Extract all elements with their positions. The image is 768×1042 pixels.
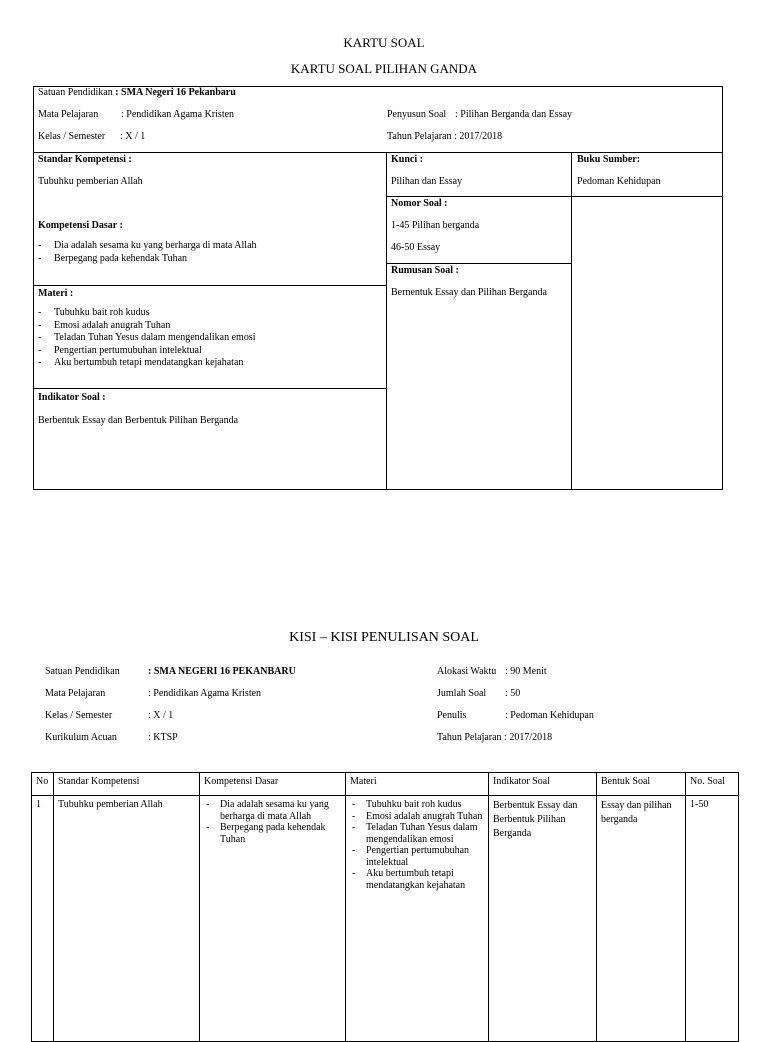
col-header-kd: Kompetensi Dasar [200,773,346,796]
kartu-nomor-2: 46-50 Essay [391,242,441,253]
kisi-title: KISI – KISI PENULISAN SOAL [289,630,479,645]
kisi-kurikulum-label: Kurikulum Acuan [45,732,117,743]
kartu-materi-item: - Emosi adalah anugrah Tuhan [36,320,381,333]
cell-materi-item: - Tubuhku bait roh kudus [350,799,484,811]
kartu-nomor-label: Nomor Soal : [391,198,448,209]
kartu-divider [386,152,387,490]
cell-bentuk: Essay dan pilihan berganda [597,796,686,1042]
kartu-title: KARTU SOAL [343,35,425,50]
kartu-subtitle: KARTU SOAL PILIHAN GANDA [290,61,478,76]
table-header-row [32,773,739,796]
cell-materi-item: - Teladan Tuhan Yesus dalam mengendalikan emosi [350,822,484,845]
cell-no: 1 [32,796,54,1042]
kartu-kd-label: Kompetensi Dasar : [38,220,123,231]
cell-materi-item: - Aku bertumbuh tetapi mendatangkan kejahatan [350,868,484,891]
kartu-sk-value: Tubuhku pemberian Allah [38,176,143,187]
kartu-satuan [38,86,236,99]
kartu-satuan-label: Satuan Pendidikan [38,87,113,98]
kartu-indikator-label: Indikator Soal : [38,392,106,403]
kartu-indikator-value: Berbentuk Essay dan Berbentuk Pilihan Berganda [38,415,239,426]
kisi-mapel-label: Mata Pelajaran [45,688,106,699]
kartu-box [33,86,723,490]
kisi-mapel-value: : Pendidikan Agama Kristen [148,688,262,699]
cell-indikator: Berbentuk Essay dan Berbentuk Pilihan Berganda [489,796,597,1042]
kartu-mapel-value: : Pendidikan Agama Kristen [121,109,235,120]
cell-kd-item: - Dia adalah sesama ku yang berharga di mata Allah [204,799,341,822]
kartu-kd-item: - Dia adalah sesama ku yang berharga di mata Allah [36,240,381,253]
cell-materi [346,796,489,1042]
table-row [32,796,739,1042]
kartu-penyusun-value: : Pilihan Berganda dan Essay [455,109,573,120]
cell-nosoal: 1-50 [686,796,739,1042]
kartu-materi-label: Materi : [38,288,74,299]
kartu-sk-label: Standar Kompetensi : [38,154,132,165]
kartu-materi-item: - Teladan Tuhan Yesus dalam mengendalikan emosi [36,332,381,345]
kisi-kelas-value: : X / 1 [148,710,174,721]
kartu-buku-label: Buku Sumber: [577,154,641,165]
cell-kd [200,796,346,1042]
col-header-materi: Materi [346,773,489,796]
col-header-indikator: Indikator Soal [489,773,597,796]
kisi-kurikulum-value: : KTSP [148,732,178,743]
cell-materi-item: - Pengertian pertumubuhan intelektual [350,845,484,868]
kartu-kunci-value: Pilihan dan Essay [391,176,463,187]
kartu-divider [33,285,386,286]
cell-materi-item: - Emosi adalah anugrah Tuhan [350,811,484,823]
kartu-kd-item: - Berpegang pada kehendak Tuhan [36,253,381,266]
kartu-materi-item: - Aku bertumbuh tetapi mendatangkan kejahatan [36,357,381,370]
kisi-alokasi-value: : 90 Menit [505,666,547,677]
cell-sk: Tubuhku pemberian Allah [54,796,200,1042]
kartu-kd-list [36,240,381,265]
kartu-kunci-label: Kunci : [391,154,423,165]
col-header-nosoal: No. Soal [686,773,739,796]
col-header-bentuk: Bentuk Soal [597,773,686,796]
kartu-buku-value: Pedoman Kehidupan [577,176,661,187]
kisi-penulis-label: Penulis [437,710,467,721]
kartu-tahun: Tahun Pelajaran : 2017/2018 [387,131,503,142]
kartu-divider [33,388,386,389]
kisi-table [31,772,739,1042]
kisi-satuan-label: Satuan Pendidikan [45,666,120,677]
kisi-penulis-value: : Pedoman Kehidupan [505,710,594,721]
kartu-materi-item: - Pengertian pertumubuhan intelektual [36,345,381,358]
col-header-sk: Standar Kompetensi [54,773,200,796]
kisi-jumlah-label: Jumlah Soal [437,688,487,699]
kartu-satuan-value: : SMA Negeri 16 Pekanbaru [115,87,236,98]
kartu-mapel-label: Mata Pelajaran [38,109,99,120]
kartu-rumusan-label: Rumusan Soal : [391,265,459,276]
kartu-nomor-1: 1-45 Pilihan berganda [391,220,480,231]
kartu-divider [571,152,572,490]
kartu-materi-item: - Tubuhku bait roh kudus [36,307,381,320]
kisi-tahun: Tahun Pelajaran : 2017/2018 [437,732,553,743]
kartu-penyusun-label: Penyusun Soal [387,109,447,120]
kartu-kelas-value: : X / 1 [120,131,146,142]
kisi-jumlah-value: : 50 [505,688,521,699]
kartu-kelas-label: Kelas / Semester [38,131,106,142]
kisi-kelas-label: Kelas / Semester [45,710,113,721]
cell-kd-item: - Berpegang pada kehendak Tuhan [204,822,341,845]
kartu-rumusan-value: Bernentuk Essay dan Pilihan Berganda [391,287,547,298]
col-header-no: No [32,773,54,796]
kartu-materi-list [36,307,381,370]
kisi-alokasi-label: Alokasi Waktu [437,666,497,677]
kisi-satuan-value: : SMA NEGERI 16 PEKANBARU [148,666,296,677]
